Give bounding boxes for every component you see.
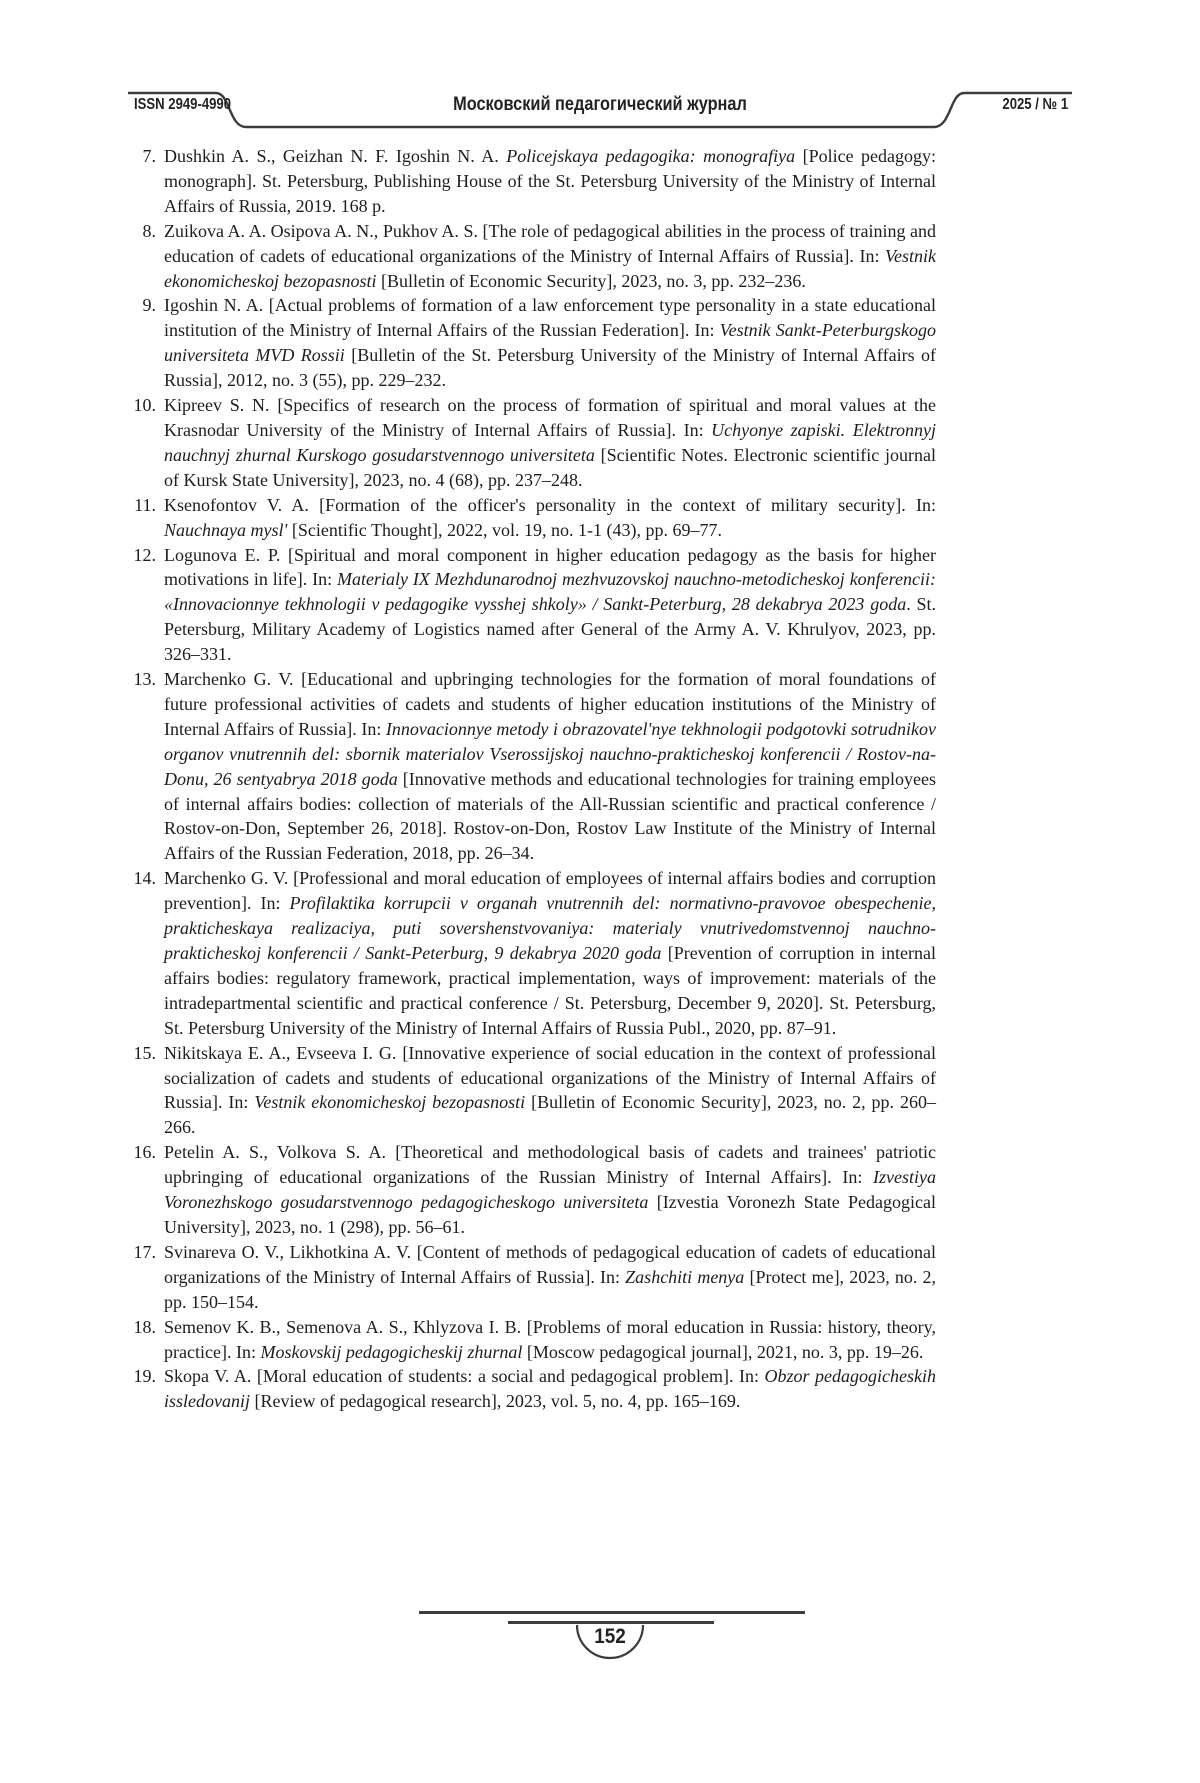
reference-item [130, 144, 936, 219]
reference-item [130, 1140, 936, 1240]
reference-number: 8. [142, 220, 156, 241]
reference-item [130, 293, 936, 393]
reference-item [130, 1315, 936, 1365]
reference-text: Nikitskaya E. A., Evseeva I. G. [Innovative experience of social education in the context of professional socialization of cadets and students of educational organizations of the Ministry of Internal Affairs of Russia]. In: Vestnik ekonomicheskoj bezopasnosti [Bulletin of Economic Security], 2023, no. 2, pp. 260–266. [164, 1042, 936, 1138]
reference-item [130, 219, 936, 294]
reference-text: Petelin A. S., Volkova S. A. [Theoretical and methodological basis of cadets and trainees' patriotic upbringing of educational organizations of the Russian Ministry of Internal Affairs]. In: Izvestiya Voronezhskogo gosudarstvennogo pedagogicheskogo universiteta [Izvestia Voronezh State Pedagogical University], 2023, no. 1 (298), pp. 56–61. [164, 1142, 937, 1237]
reference-text: Marchenko G. V. [Educational and upbringing technologies for the formation of moral foundations of future professional activities of cadets and students of higher education institutions of the Ministry of Internal Affairs of Russia]. In: Innovacionnye metody i obrazovatel'nye tekhnologii podgotovki sotrudnikov organov vnutrennih del: sbornik materialov Vserossijskoj nauchno-prakticheskoj konferencii / Rostov-na-Donu, 26 sentyabrya 2018 goda [Innovative methods and educational technologies for training employees of internal affairs bodies: collection of materials of the All-Russian scientific and practical conference / Rostov-on-Don, September 26, 2018]. Rostov-on-Don, Rostov Law Institute of the Ministry of Internal Affairs of the Russian Federation, 2018, pp. 26–34. [164, 669, 936, 864]
reference-text: Kipreev S. N. [Specifics of research on the process of formation of spiritual and moral values at the Krasnodar University of the Ministry of Internal Affairs of Russia]. In: Uchyonye zapiski. Elektronnyj nauchnyj zhurnal Kurskogo gosudarstvennogo universiteta [Scientific Notes. Electronic scientific journal of Kursk State University], 2023, no. 4 (68), pp. 237–248. [164, 395, 937, 490]
reference-item [130, 1041, 936, 1141]
reference-item [130, 667, 936, 866]
reference-number: 18. [133, 1316, 156, 1337]
reference-text: Logunova E. P. [Spiritual and moral component in higher education pedagogy as the basis for higher motivations in life]. In: Materialy IX Mezhdunarodnoj mezhvuzovskoj nauchno-metodicheskoj konferencii: «Innovacionnye tekhnologii v pedagogike vysshej shkoly» / Sankt-Peterburg, 28 dekabrya 2023 goda. St. Petersburg, Military Academy of Logistics named after General of the Army A. V. Khrulyov, 2023, pp. 326–331. [164, 544, 936, 665]
reference-item [130, 866, 936, 1040]
reference-item [130, 1240, 936, 1315]
reference-text: Semenov K. B., Semenova A. S., Khlyzova I. B. [Problems of moral education in Russia: history, theory, practice]. In: Moskovskij pedagogicheskij zhurnal [Moscow pedagogical journal], 2021, no. 3, pp. 19–26. [164, 1316, 936, 1362]
header-issn: ISSN 2949-4990 [134, 96, 232, 113]
reference-text: Ksenofontov V. A. [Formation of the officer's personality in the context of military security]. In: Nauchnaya mysl' [Scientific Thought], 2022, vol. 19, no. 1-1 (43), pp. 69–77. [164, 494, 936, 540]
reference-text: Igoshin N. A. [Actual problems of formation of a law enforcement type personality in a state educational institution of the Ministry of Internal Affairs of the Russian Federation]. In: Vestnik Sankt-Peterburgskogo universiteta MVD Rossii [Bulletin of the St. Petersburg University of the Ministry of Internal Affairs of Russia], 2012, no. 3 (55), pp. 229–232. [164, 295, 937, 391]
reference-number: 16. [133, 1142, 156, 1163]
reference-item [130, 1364, 936, 1414]
reference-text: Skopa V. A. [Moral education of students: a social and pedagogical problem]. In: Obzor pedagogicheskih issledovanij [Review of pedagogical research], 2023, vol. 5, no. 4, pp. 165–169. [164, 1366, 936, 1412]
reference-number: 11. [134, 494, 156, 515]
reference-item [130, 393, 936, 493]
header-issue: 2025 / № 1 [1002, 96, 1068, 113]
reference-number: 17. [133, 1241, 156, 1262]
reference-text: Dushkin A. S., Geizhan N. F. Igoshin N. A. Policejskaya pedagogika: monografiya [Police pedagogy: monograph]. St. Petersburg, Publishing House of the St. Petersburg University of the Ministry of Internal Affairs of Russia, 2019. 168 p. [164, 146, 937, 216]
journal-title: Московский педагогический журнал [453, 94, 747, 115]
reference-list [130, 144, 936, 1414]
reference-text: Svinareva O. V., Likhotkina A. V. [Content of methods of pedagogical education of cadets of educational organizations of the Ministry of Internal Affairs of Russia]. In: Zashchiti menya [Protect me], 2023, no. 2, pp. 150–154. [164, 1241, 936, 1312]
reference-item [130, 493, 936, 543]
reference-number: 7. [142, 146, 156, 166]
reference-number: 9. [142, 295, 156, 316]
reference-text: Marchenko G. V. [Professional and moral education of employees of internal affairs bodies and corruption prevention]. In: Profilaktika korrupcii v organah vnutrennih del: normativno-pravovoe obespechenie, prakticheskaya realizaciya, puti sovershenstvovaniya: materialy vnutrivedomstvennoj nauchno-prakticheskoj konferencii / Sankt-Peterburg, 9 dekabrya 2020 goda [Prevention of corruption in internal affairs bodies: regulatory framework, practical implementation, ways of improvement: materials of the intradepartmental scientific and practical conference / St. Petersburg, December 9, 2020]. St. Petersburg, St. Petersburg University of the Ministry of Internal Affairs of Russia Publ., 2020, pp. 87–91. [164, 868, 936, 1038]
reference-number: 10. [133, 395, 156, 416]
page-number: 152 [594, 1625, 626, 1648]
reference-item [130, 543, 936, 668]
reference-number: 14. [133, 868, 156, 889]
reference-number: 15. [133, 1042, 156, 1063]
footer-rule-long [419, 1611, 805, 1614]
reference-number: 19. [133, 1366, 156, 1387]
reference-number: 12. [133, 544, 156, 565]
reference-text: Zuikova A. A. Osipova A. N., Pukhov A. S. [The role of pedagogical abilities in the process of training and education of cadets of educational organizations of the Ministry of Internal Affairs of Russia]. In: Vestnik ekonomicheskoj bezopasnosti [Bulletin of Economic Security], 2023, no. 3, pp. 232–236. [164, 220, 936, 291]
reference-number: 13. [133, 669, 156, 690]
